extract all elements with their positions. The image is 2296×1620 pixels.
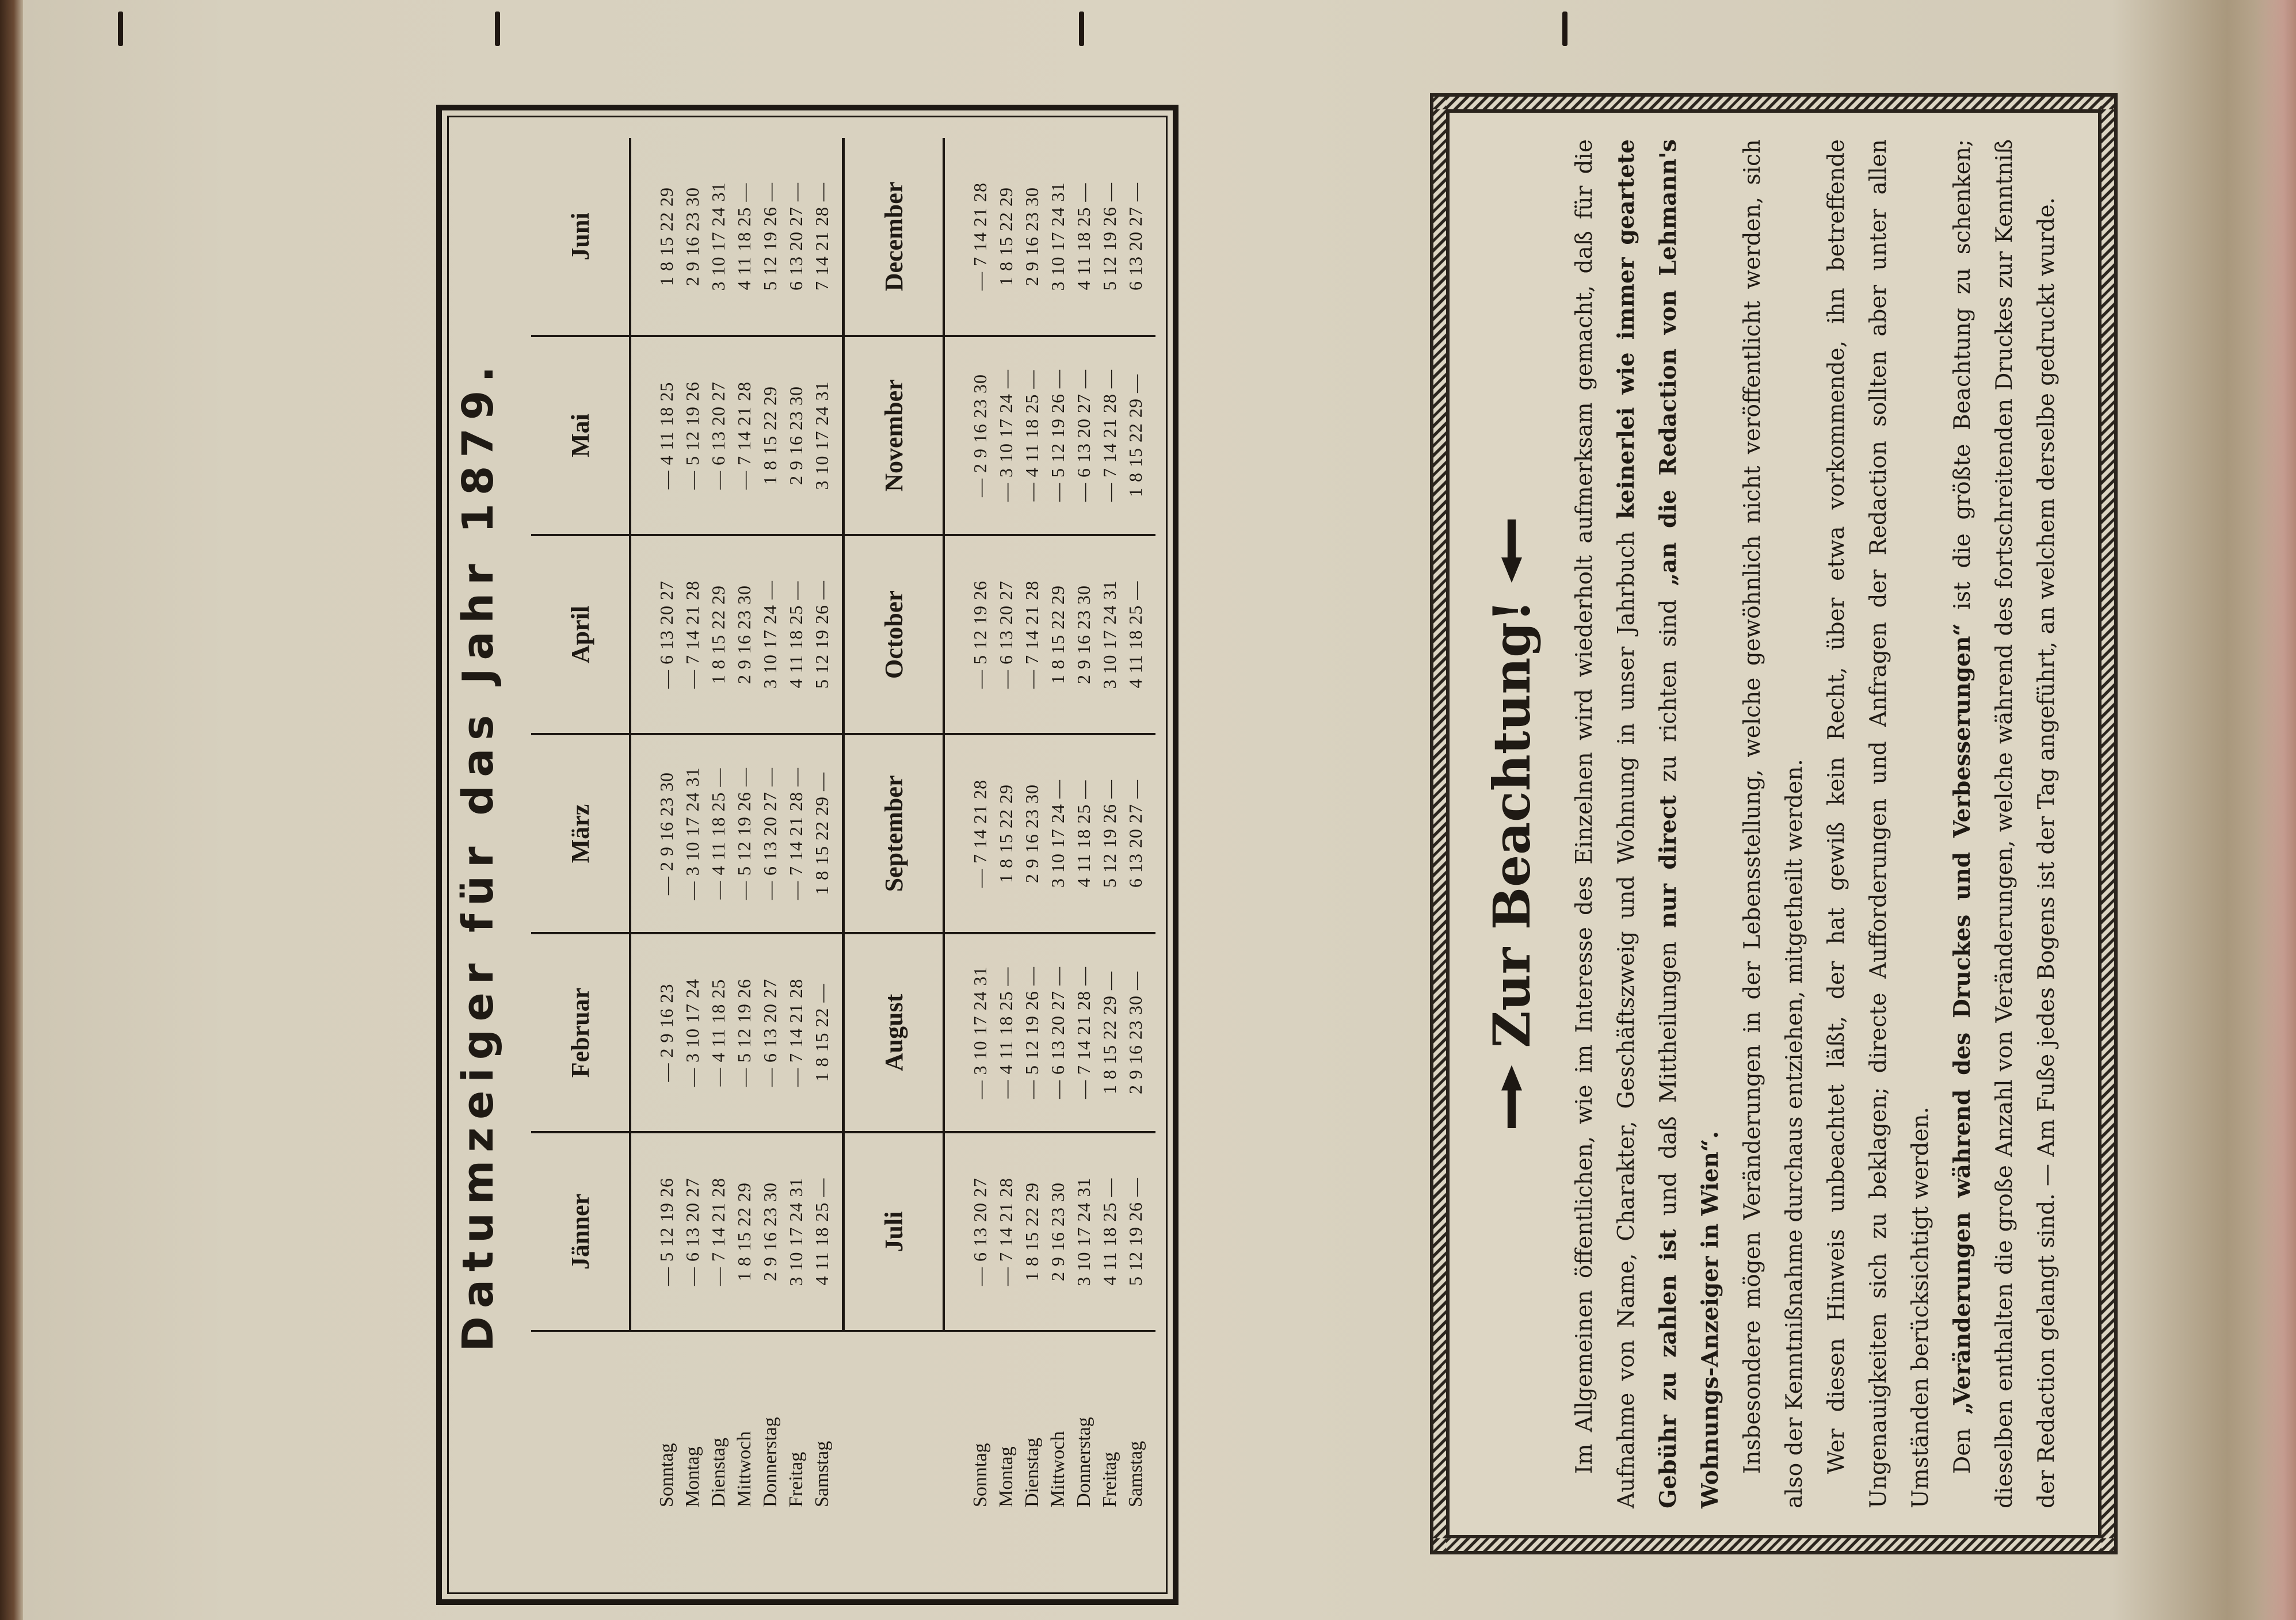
notice-content [1482,139,2072,1508]
date-row: 2 9 16 23 30 [785,386,806,485]
book-spine [0,0,23,1620]
date-row: — 2 9 16 23 [656,983,677,1082]
notice-paragraph [1942,139,2068,1508]
month-name: December [845,138,945,335]
binding-thread [118,12,123,46]
date-row: 6 13 20 27 — [1125,780,1146,888]
date-rows [654,939,835,1126]
date-row: 3 10 17 24 — [1047,780,1068,888]
date-row: 2 9 16 23 30 [1073,585,1094,684]
month-column [845,337,1155,536]
calendar-title: Datumzeiger für das Jahr 1879. [453,358,503,1352]
emphasis-text: keinerlei wie immer geartete Gebühr zu zahlen ist [1613,139,1681,1508]
date-row: 4 11 18 25 — [1099,1178,1120,1286]
text-run: Den [1950,1414,1975,1474]
month-name: April [531,536,631,733]
month-name: März [531,735,631,932]
date-row: 3 10 17 24 31 [1073,1177,1094,1286]
date-row: 6 13 20 27 — [785,182,806,291]
pointing-hand-icon [1501,519,1522,583]
weekday-label: Samstag [1125,1441,1146,1507]
date-row: 2 9 16 23 30 [760,1182,780,1281]
date-rows [967,342,1149,529]
date-row: — 6 13 20 27 [682,1178,703,1286]
binding-thread [1562,12,1567,46]
month-column [531,735,842,934]
calendar-second-half [842,138,1155,1507]
notice-box [1430,93,2118,1554]
month-column [845,934,1155,1133]
date-row: 4 11 18 25 — [785,580,806,689]
date-row: 3 10 17 24 31 [708,182,729,291]
text-run: ist die größte Beachtung zu schenken; dieselben enthalten die große Anzahl von Veränderungen, welche während des fortschreitenden Druckes zur Kenntniß der Redaction gelangt sind. — Am Fuße jedes Bogens ist der Tag angeführt, an welchem derselbe gedruckt wurde. [1950,139,2059,1508]
weekday-label: Dienstag [1021,1438,1043,1507]
date-row: — 6 13 20 27 — [1073,369,1094,502]
date-rows [967,939,1149,1126]
date-row: 1 8 15 22 29 — [811,772,832,895]
calendar-first-half [531,138,842,1507]
date-row: — 6 13 20 27 [996,580,1016,689]
date-row: — 6 13 20 27 [656,580,677,689]
date-row: — 4 11 18 25 — [1021,369,1042,502]
binding-thread [1079,12,1084,46]
weekday-label: Sonntag [656,1443,677,1507]
date-row: — 5 12 19 26 — [734,767,754,900]
page-fold-edge [2256,0,2296,1620]
text-run: Im Allgemeinen öffentlichen, wie im Interesse des Einzelnen wird wiederholt aufmerksam gemacht, daß für die Aufnahme von Name, Charakter, Geschäftszweig und Wohnung in unser Jahrbuch [1572,139,1639,1508]
month-column [845,1133,1155,1332]
emphasis-text: nur direct [1655,795,1681,929]
date-row: — 7 14 21 28 [1021,580,1042,689]
month-name: August [845,934,945,1131]
month-columns [842,138,1155,1332]
date-row: 6 13 20 27 — [1125,182,1146,291]
weekday-label: Montag [996,1446,1017,1507]
weekday-label: Samstag [811,1441,833,1507]
notice-body [1563,139,2068,1508]
weekday-label: Mittwoch [734,1431,755,1507]
date-row: 1 8 15 22 — [811,983,832,1082]
date-rows [654,1138,835,1325]
date-rows [654,342,835,529]
emphasis-text: „Veränderungen während des Druckes und Verbesserungen“ [1949,623,1975,1415]
date-row: 1 8 15 22 29 [760,386,780,485]
date-row: 5 12 19 26 — [1099,780,1120,888]
date-row: — 3 10 17 24 [682,979,703,1087]
date-row: 4 11 18 25 — [734,182,754,291]
date-row: 2 9 16 23 30 [682,187,703,286]
pointing-hand-icon [1501,1065,1522,1128]
date-row: 5 12 19 26 — [1099,182,1120,291]
weekday-label: Freitag [785,1451,807,1507]
date-row: 2 9 16 23 30 — [1125,971,1146,1094]
weekday-label: Freitag [1099,1451,1120,1507]
date-row: 2 9 16 23 30 [1021,784,1042,883]
weekday-column [654,1335,835,1507]
month-column [531,934,842,1133]
date-row: 3 10 17 24 31 [785,1177,806,1286]
date-row: 1 8 15 22 29 [708,585,729,684]
date-row: 2 9 16 23 30 [1021,187,1042,286]
date-row: 1 8 15 22 29 [996,784,1016,883]
date-row: — 7 14 21 28 [785,979,806,1087]
date-row: 3 10 17 24 31 [1099,580,1120,689]
month-name: Mai [531,337,631,534]
date-row: 1 8 15 22 29 [734,1182,754,1281]
date-row: — 6 13 20 27 [708,381,729,490]
month-name: Juni [531,138,631,335]
date-row: 1 8 15 22 29 [656,187,677,286]
date-row: 1 8 15 22 29 [1047,585,1068,684]
date-row: 1 8 15 22 29 — [1099,971,1120,1094]
date-row: — 7 14 21 28 [996,1178,1016,1286]
binding-thread [495,12,500,46]
emphasis-text: „an die Redaction von Lehmann's Wohnungs-Anzeiger in Wien“. [1655,139,1723,1508]
date-rows [967,143,1149,330]
month-column [531,337,842,536]
weekday-label: Donnerstag [1073,1417,1094,1507]
date-row: 4 11 18 25 — [811,1178,832,1286]
date-row: — 7 14 21 28 [970,780,990,888]
date-row: — 5 12 19 26 — [1021,966,1042,1099]
text-run: und daß Mittheilungen [1656,928,1681,1229]
date-rows [967,740,1149,927]
date-row: — 4 11 18 25 — [708,767,729,900]
weekday-column [967,1335,1149,1507]
date-row: — 7 14 21 28 — [785,767,806,900]
month-name: Juli [845,1133,945,1330]
date-rows [967,1138,1149,1325]
month-name: Jänner [531,1133,631,1330]
date-row: — 7 14 21 28 — [1073,966,1094,1099]
month-column [531,1133,842,1332]
date-row: — 6 13 20 27 [760,979,780,1087]
date-row: — 5 12 19 26 — [1047,369,1068,502]
date-row: 4 11 18 25 — [1073,182,1094,291]
month-name: November [845,337,945,534]
notice-heading [1482,139,1542,1508]
text-run: zu richten sind [1656,586,1681,796]
date-row: 4 11 18 25 — [1073,780,1094,888]
date-row: 4 11 18 25 — [1125,580,1146,689]
date-row: — 6 13 20 27 — [1047,966,1068,1099]
date-row: 1 8 15 22 29 [1021,1182,1042,1281]
date-row: — 3 10 17 24 — [996,369,1016,502]
month-column [845,735,1155,934]
month-columns [531,138,842,1332]
date-row: — 5 12 19 26 [970,580,990,689]
date-row: — 3 10 17 24 31 [682,767,703,900]
date-row: — 7 14 21 28 [708,1178,729,1286]
date-row: 2 9 16 23 30 [1047,1182,1068,1281]
month-column [531,536,842,735]
month-column [845,138,1155,337]
month-column [845,536,1155,735]
date-row: — 6 13 20 27 — [760,767,780,900]
date-row: 3 10 17 24 31 [1047,182,1068,291]
weekday-label: Mittwoch [1047,1431,1069,1507]
date-row: — 7 14 21 28 [970,182,990,291]
date-row: — 2 9 16 23 30 [656,772,677,895]
weekday-label: Donnerstag [760,1417,781,1507]
date-rows [654,740,835,927]
date-row: — 4 11 18 25 — [996,966,1016,1099]
date-rows [967,541,1149,728]
weekday-label: Sonntag [970,1443,991,1507]
date-rows [654,541,835,728]
date-row: 5 12 19 26 — [811,580,832,689]
weekday-label: Dienstag [708,1438,729,1507]
date-row: 2 9 16 23 30 [734,585,754,684]
date-row: 3 10 17 24 31 [811,381,832,490]
date-row: — 3 10 17 24 31 [970,966,990,1099]
date-row: 3 10 17 24 — [760,580,780,689]
date-row: 1 8 15 22 29 [996,187,1016,286]
month-name: September [845,735,945,932]
date-row: — 4 11 18 25 [708,979,729,1087]
date-row: 7 14 21 28 — [811,182,832,291]
notice-heading-text: Zur Beachtung! [1482,599,1542,1048]
date-calendar [436,105,1178,1605]
date-row: — 5 12 19 26 [682,381,703,490]
date-row: — 7 14 21 28 — [1099,369,1120,502]
date-row: — 6 13 20 27 [970,1178,990,1286]
month-name: Februar [531,934,631,1131]
notice-paragraph: Wer diesen Hinweis unbeachtet läßt, der hat gewiß kein Recht, über etwa vorkommende, ihn betreffende Ungenauigkeiten sich zu beklagen; directe Aufforderungen und Anfragen der Redaction sollten aber unter allen Umständen berücksichtigt werden. [1824,139,1933,1508]
notice-paragraph: Insbesondere mögen Veränderungen in der Lebensstellung, welche gewöhnlich nicht veröffentlicht werden, sich also der Kenntnißnahme durchaus entziehen, mitgetheilt werden. [1740,139,1807,1508]
month-column [531,138,842,337]
date-row: — 7 14 21 28 [734,381,754,490]
date-row: — 2 9 16 23 30 [970,374,990,497]
date-row: 5 12 19 26 — [1125,1178,1146,1286]
date-row: 5 12 19 26 — [760,182,780,291]
date-rows [654,143,835,330]
date-row: — 5 12 19 26 [656,1178,677,1286]
date-row: — 5 12 19 26 [734,979,754,1087]
weekday-label: Montag [682,1446,703,1507]
date-row: 1 8 15 22 29 — [1125,374,1146,497]
month-name: October [845,536,945,733]
date-row: — 7 14 21 28 [682,580,703,689]
notice-paragraph [1563,139,1731,1508]
date-row: — 4 11 18 25 [656,381,677,490]
